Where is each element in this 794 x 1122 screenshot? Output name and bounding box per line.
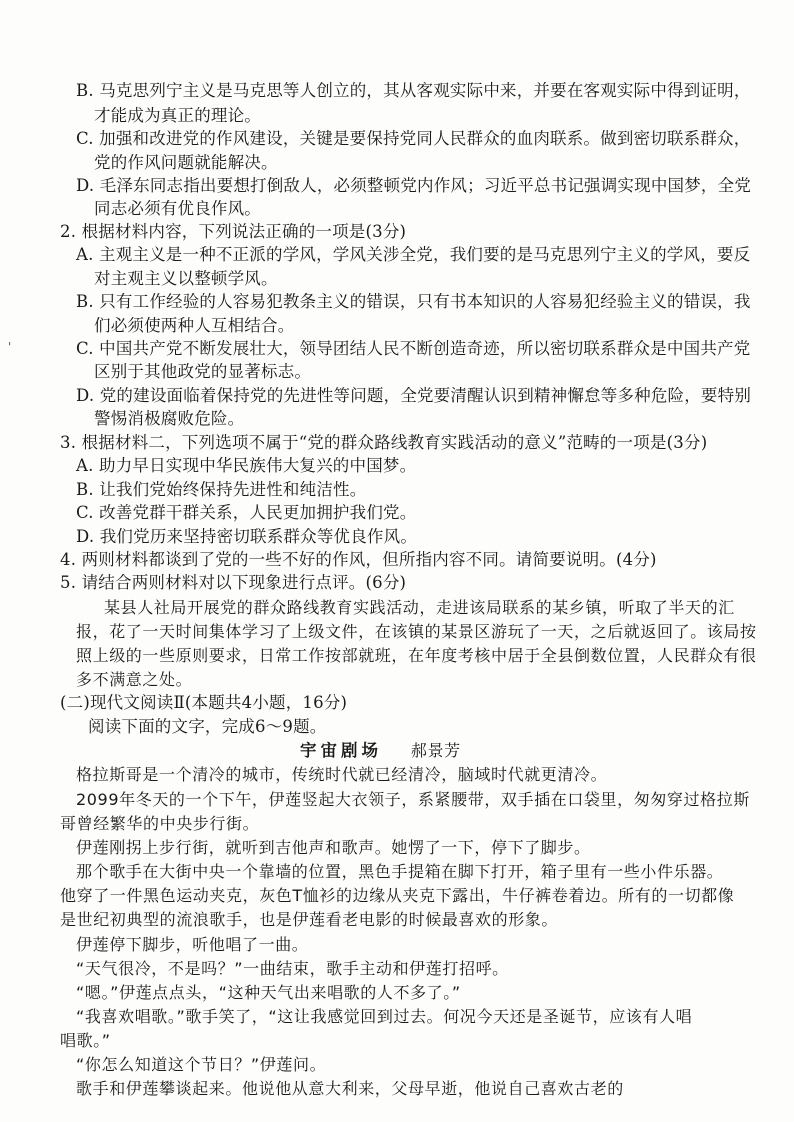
- q5-stem: 5. 请结合两则材料对以下现象进行点评。(6分): [60, 573, 407, 592]
- q2-option-b-line2: 们必须使两种人互相结合。: [94, 316, 295, 335]
- q5-passage-line4: 多不满意之处。: [76, 670, 193, 689]
- story-paragraph: 他穿了一件黑色运动夹克，灰色T恤衫的边缘从夹克下露出，牛仔裤卷着边。所有的一切都像: [60, 886, 735, 905]
- story-paragraph: “天气很冷，不是吗？”一曲结束，歌手主动和伊莲打招呼。: [76, 959, 509, 978]
- q1-option-d-line1: D. 毛泽东同志指出要想打倒敌人，必须整顿党内作风；习近平总书记强调实现中国梦，全党: [76, 176, 752, 195]
- q3-option-c: C. 改善党群干群关系，人民更加拥护我们党。: [76, 503, 417, 522]
- story-paragraph: “我喜欢唱歌。”歌手笑了，“这让我感觉回到过去。何况今天还是圣诞节，应该有人唱: [76, 1007, 693, 1026]
- story-paragraph: 伊莲停下脚步，听他唱了一曲。: [76, 935, 309, 954]
- q1-option-c-line1: C. 加强和改进党的作风建设，关键是要保持党同人民群众的血肉联系。做到密切联系群众，: [76, 129, 751, 148]
- story-paragraph: 是世纪初典型的流浪歌手，也是伊莲看老电影的时候最喜欢的形象。: [60, 910, 559, 929]
- story-paragraph: 哥曾经繁华的中央步行街。: [60, 814, 260, 833]
- story-paragraph: 2099年冬天的一个下午，伊莲竖起大衣领子，系紧腰带，双手插在口袋里，匆匆穿过格拉斯: [76, 790, 750, 809]
- story-paragraph: 伊莲刚拐上步行街，就听到吉他声和歌声。她愣了一下，停下了脚步。: [76, 838, 591, 857]
- story-title-block: [300, 740, 461, 762]
- section2-instruction: 阅读下面的文字，完成6～9题。: [88, 717, 327, 736]
- q4-stem: 4. 两则材料都谈到了党的一些不好的作风，但所指内容不同。请简要说明。(4分): [60, 550, 657, 569]
- q2-option-d-line1: D. 党的建设面临着保持党的先进性等问题，全党要清醒认识到精神懈怠等多种危险，要特别: [76, 386, 752, 405]
- story-author: 郝景芳: [410, 741, 461, 760]
- q2-option-d-line2: 警惕消极腐败危险。: [94, 409, 245, 428]
- q3-option-a: A. 助力早日实现中华民族伟大复兴的中国梦。: [76, 456, 417, 475]
- q2-stem: 2. 根据材料内容，下列说法正确的一项是(3分): [60, 222, 407, 241]
- q1-option-c-line2: 党的作风问题就能解决。: [94, 153, 278, 172]
- margin-mark: ': [8, 340, 12, 354]
- story-paragraph: “你怎么知道这个节日？”伊莲问。: [76, 1055, 327, 1074]
- q1-option-d-line2: 同志必须有优良作风。: [94, 199, 261, 218]
- q1-option-b-line1: B. 马克思列宁主义是马克思等人创立的，其从客观实际中来，并要在客观实际中得到证明，: [76, 81, 751, 100]
- q2-option-c-line2: 区别于其他政党的显著标志。: [94, 362, 312, 381]
- q2-option-c-line1: C. 中国共产党不断发展壮大，领导团结人民不断创造奇迹，所以密切联系群众是中国共产党: [76, 339, 751, 358]
- q5-passage-line1: 某县人社局开展党的群众路线教育实践活动，走进该局联系的某乡镇，听取了半天的汇: [104, 598, 735, 617]
- q3-option-b: B. 让我们党始终保持先进性和纯洁性。: [76, 480, 367, 499]
- story-paragraph: 格拉斯哥是一个清冷的城市，传统时代就已经清冷，脑域时代就更清冷。: [76, 765, 608, 784]
- q1-option-b-line2: 才能成为真正的理论。: [94, 106, 261, 125]
- q2-option-a-line1: A. 主观主义是一种不正派的学风，学风关涉全党，我们要的是马克思列宁主义的学风，要反: [76, 245, 751, 264]
- q2-option-b-line1: B. 只有工作经验的人容易犯教条主义的错误，只有书本知识的人容易犯经验主义的错误，我: [76, 292, 751, 311]
- story-paragraph: “嗯。”伊莲点点头，“这种天气出来唱歌的人不多了。”: [76, 983, 461, 1002]
- q3-option-d: D. 我们党历来坚持密切联系群众等优良作风。: [76, 527, 418, 546]
- story-paragraph: 唱歌。”: [60, 1031, 111, 1050]
- q5-passage-line3: 照上级的一些原则要求，日常工作按部就班，在年度考核中居于全县倒数位置，人民群众有很: [76, 646, 757, 665]
- section2-heading: (二)现代文阅读Ⅱ(本题共4小题，16分): [60, 693, 348, 712]
- q2-option-a-line2: 对主观主义以整顿学风。: [94, 269, 278, 288]
- q3-stem: 3. 根据材料二，下列选项不属于“党的群众路线教育实践活动的意义”范畴的一项是(3分): [60, 433, 708, 452]
- story-paragraph: 那个歌手在大街中央一个靠墙的位置，黑色手提箱在脚下打开，箱子里有一些小件乐器。: [76, 862, 724, 881]
- story-title: 宇宙剧场: [300, 741, 382, 760]
- story-paragraph: 歌手和伊莲攀谈起来。他说他从意大利来，父母早逝，他说自己喜欢古老的: [76, 1079, 624, 1098]
- q5-passage-line2: 报，花了一天时间集体学习了上级文件，在该镇的某景区游玩了一天，之后就返回了。该局按: [76, 622, 757, 641]
